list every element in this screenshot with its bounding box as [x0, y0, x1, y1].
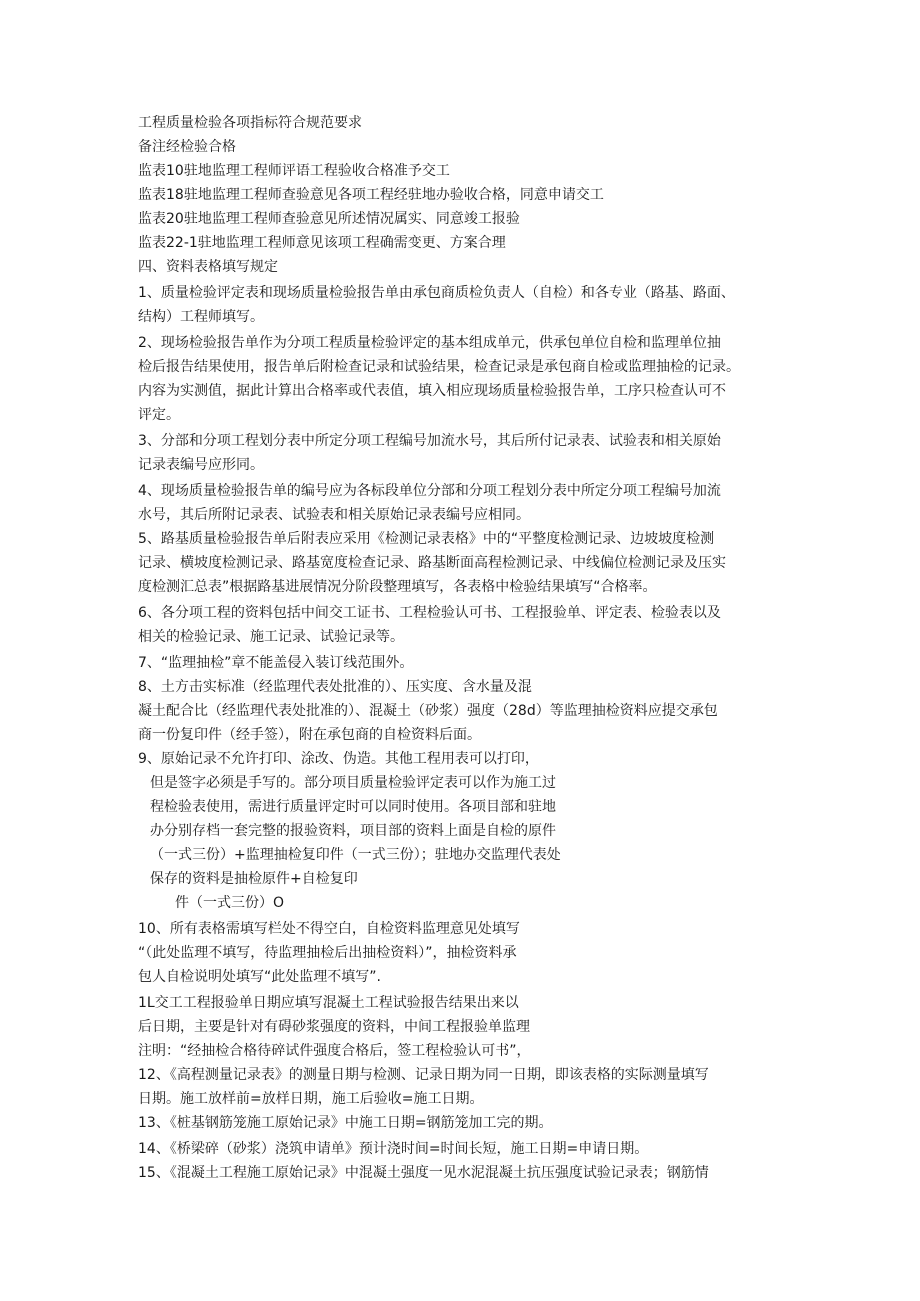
- text-line: 10、所有表格需填写栏处不得空白，自检资料监理意见处填写: [138, 921, 520, 937]
- text-line: 程检验表使用，需进行质量评定时可以同时使用。各项目部和驻地: [150, 799, 556, 815]
- text-line: “（此处监理不填写，待监理抽检后出抽检资料）”，抽检资料承: [138, 945, 517, 961]
- text-line: 保存的资料是抽检原件+自检复印: [150, 871, 358, 887]
- text-line: 结构）工程师填写。: [138, 309, 264, 325]
- text-line: 监表18驻地监理工程师查验意见各项工程经驻地办验收合格，同意申请交工: [138, 187, 604, 203]
- text-line: 日期。施工放样前=放样日期，施工后验收=施工日期。: [138, 1091, 484, 1107]
- text-line: 记录表编号应形同。: [138, 457, 264, 473]
- text-line: 7、“监理抽检”章不能盖侵入装订线范围外。: [138, 655, 414, 671]
- text-line: 包人自检说明处填写“此处监理不填写”.: [138, 969, 381, 985]
- text-line: 检后报告结果使用，报告单后附检查记录和试验结果，检查记录是承包商自检或监理抽检的记录。: [138, 359, 740, 375]
- text-line: 1、质量检验评定表和现场质量检验报告单由承包商质检负责人（自检）和各专业（路基、路面、: [138, 285, 735, 301]
- text-line: 记录、横坡度检测记录、路基宽度检查记录、路基断面高程检测记录、中线偏位检测记录及压实: [138, 555, 726, 571]
- text-line: 监表20驻地监理工程师查验意见所述情况属实、同意竣工报验: [138, 211, 520, 227]
- text-line: 9、原始记录不允许打印、涂改、伪造。其他工程用表可以打印，: [138, 751, 539, 767]
- text-line: 3、分部和分项工程划分表中所定分项工程编号加流水号，其后所付记录表、试验表和相关原始: [138, 433, 721, 449]
- text-line: 监表10驻地监理工程师评语工程验收合格准予交工: [138, 163, 450, 179]
- text-line: 1L交工工程报验单日期应填写混凝土工程试验报告结果出来以: [138, 995, 519, 1011]
- text-line: （一式三份）+监理抽检复印件（一式三份）；驻地办交监理代表处: [150, 847, 561, 863]
- text-line: 工程质量检验各项指标符合规范要求: [138, 115, 362, 131]
- text-line: 4、现场质量检验报告单的编号应为各标段单位分部和分项工程划分表中所定分项工程编号加流: [138, 483, 721, 499]
- text-line: 12、《高程测量记录表》的测量日期与检测、记录日期为同一日期，即该表格的实际测量填写: [138, 1067, 709, 1083]
- text-line: 5、路基质量检验报告单后附表应采用《检测记录表格》中的“平整度检测记录、边坡坡度检测: [138, 531, 715, 547]
- section-heading: 四、资料表格填写规定: [138, 259, 278, 275]
- text-line: 相关的检验记录、施工记录、试验记录等。: [138, 629, 404, 645]
- text-line: 14、《桥梁碎（砂浆）浇筑申请单》预计浇时间=时间长短，施工日期=申请日期。: [138, 1141, 649, 1157]
- text-line: 水号，其后所附记录表、试验表和相关原始记录表编号应相同。: [138, 507, 530, 523]
- text-line: 办分别存档一套完整的报验资料，项目部的资料上面是自检的原件: [150, 823, 556, 839]
- text-line: 15、《混凝土工程施工原始记录》中混凝土强度一见水泥混凝土抗压强度试验记录表；钢筋情: [138, 1165, 709, 1181]
- text-line: 件（一式三份）O: [175, 895, 285, 911]
- text-line: 13、《桩基钢筋笼施工原始记录》中施工日期=钢筋笼加工完的期。: [138, 1115, 553, 1131]
- text-line: 备注经检验合格: [138, 139, 236, 155]
- text-line: 6、各分项工程的资料包括中间交工证书、工程检验认可书、工程报验单、评定表、检验表以及: [138, 605, 721, 621]
- text-line: 商一份复印件（经手签），附在承包商的自检资料后面。: [138, 727, 481, 743]
- text-line: 注明：“经抽检合格待碎试件强度合格后，签工程检验认可书”，: [138, 1043, 531, 1059]
- text-line: 内容为实测值，据此计算出合格率或代表值，填入相应现场质量检验报告单，工序只检查认可不: [138, 383, 726, 399]
- text-line: 但是签字必须是手写的。部分项目质量检验评定表可以作为施工过: [150, 775, 556, 791]
- text-line: 8、土方击实标准（经监理代表处批准的）、压实度、含水量及混: [138, 679, 532, 695]
- text-line: 度检测汇总表”根据路基进展情况分阶段整理填写，各表格中检验结果填写“合格率。: [138, 579, 657, 595]
- text-line: 凝土配合比（经监理代表处批准的）、混凝土（砂浆）强度（28d）等监理抽检资料应提交承包: [138, 703, 718, 719]
- text-line: 监表22-1驻地监理工程师意见该项工程确需变更、方案合理: [138, 235, 506, 251]
- text-line: 后日期，主要是针对有碍砂浆强度的资料，中间工程报验单监理: [138, 1019, 530, 1035]
- text-line: 评定。: [138, 407, 180, 423]
- text-line: 2、现场检验报告单作为分项工程质量检验评定的基本组成单元，供承包单位自检和监理单位抽: [138, 335, 721, 351]
